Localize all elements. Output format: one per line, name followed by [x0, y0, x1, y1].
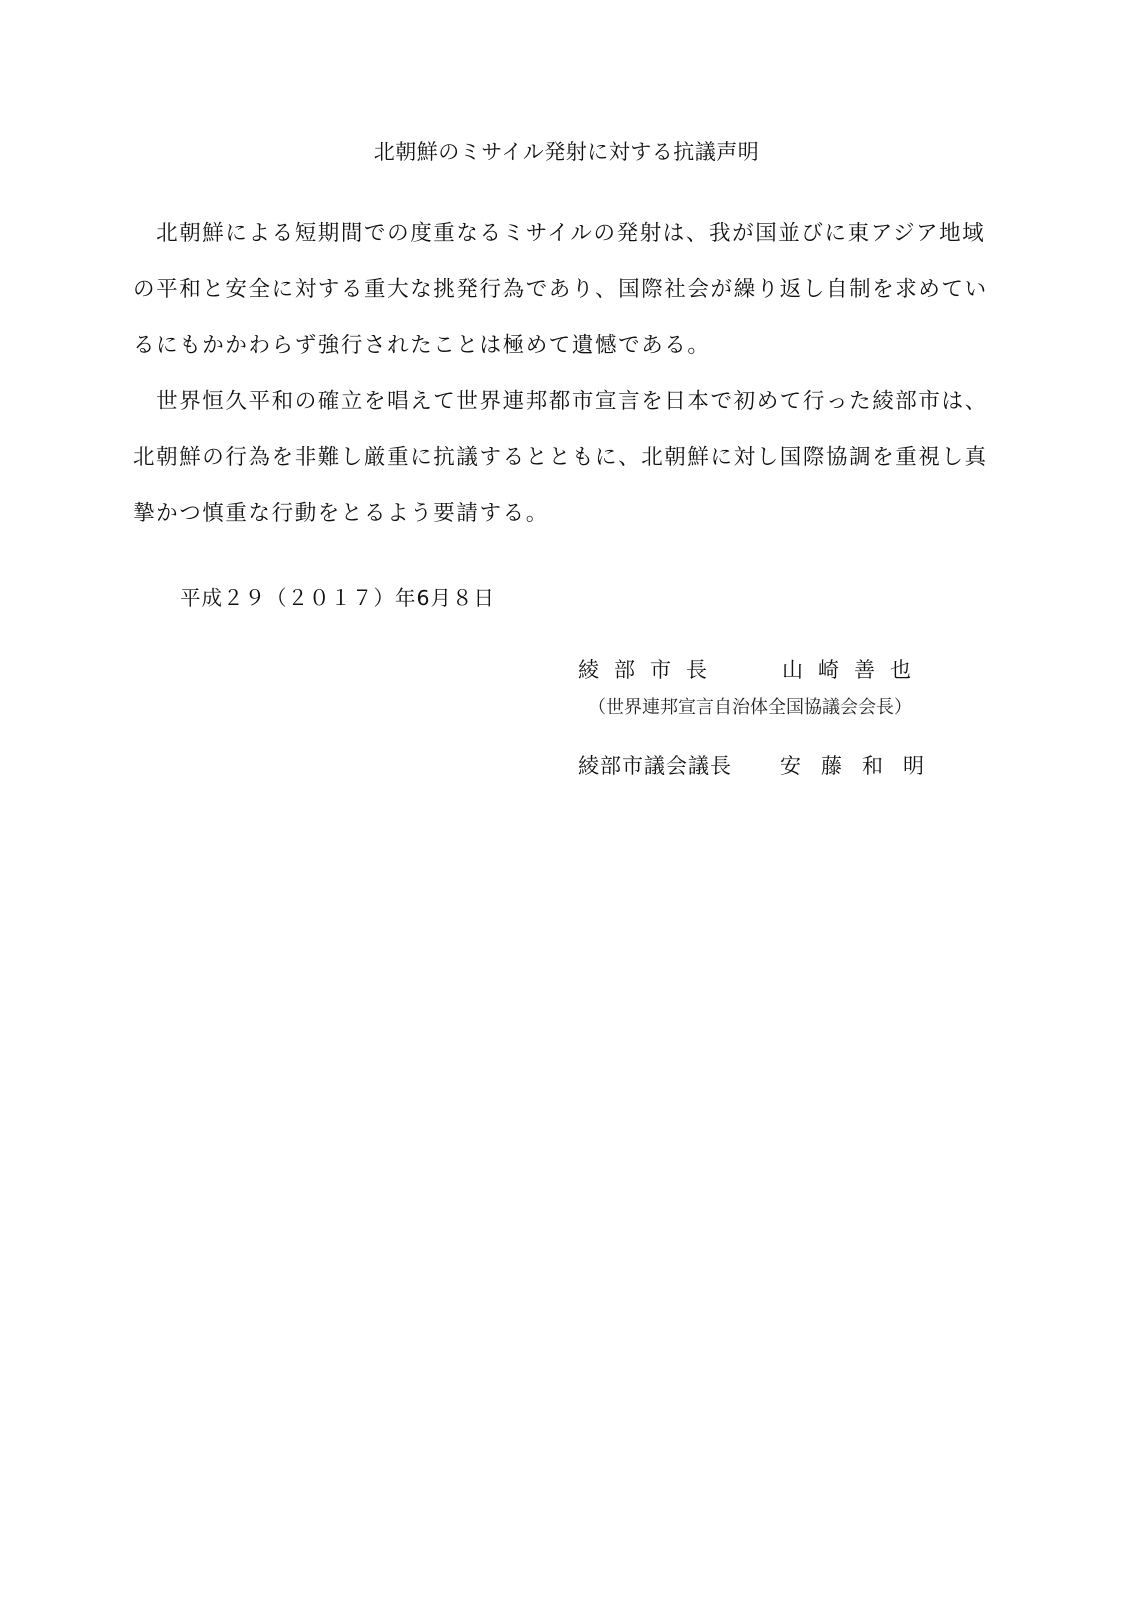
paragraph-line: の平和と安全に対する重大な挑発行為であり、国際社会が繰り返し自制を求めてい: [133, 277, 988, 302]
mayor-title: 綾部市長: [578, 658, 722, 682]
mayor-note: （世界連邦宣言自治体全国協議会会長）: [588, 697, 912, 718]
council-chair-title: 綾部市議会議長: [578, 754, 732, 778]
council-chair-name: 安藤和明: [780, 754, 944, 778]
statement-date: 平成２９（２０１７）年6月８日: [180, 586, 496, 610]
paragraph-line: 摯かつ慎重な行動をとるよう要請する。: [133, 501, 549, 526]
paragraph-line: 世界恒久平和の確立を唱えて世界連邦都市宣言を日本で初めて行った綾部市は、: [133, 389, 988, 414]
paragraph-line: 北朝鮮の行為を非難し厳重に抗議するとともに、北朝鮮に対し国際協調を重視し真: [133, 445, 988, 470]
paragraph-line: 北朝鮮による短期間での度重なるミサイルの発射は、我が国並びに東アジア地域: [133, 221, 986, 246]
mayor-name: 山崎善也: [782, 658, 926, 682]
statement-title: 北朝鮮のミサイル発射に対する抗議声明: [373, 140, 760, 164]
paragraph-line: るにもかかわらず強行されたことは極めて遺憾である。: [133, 333, 711, 358]
